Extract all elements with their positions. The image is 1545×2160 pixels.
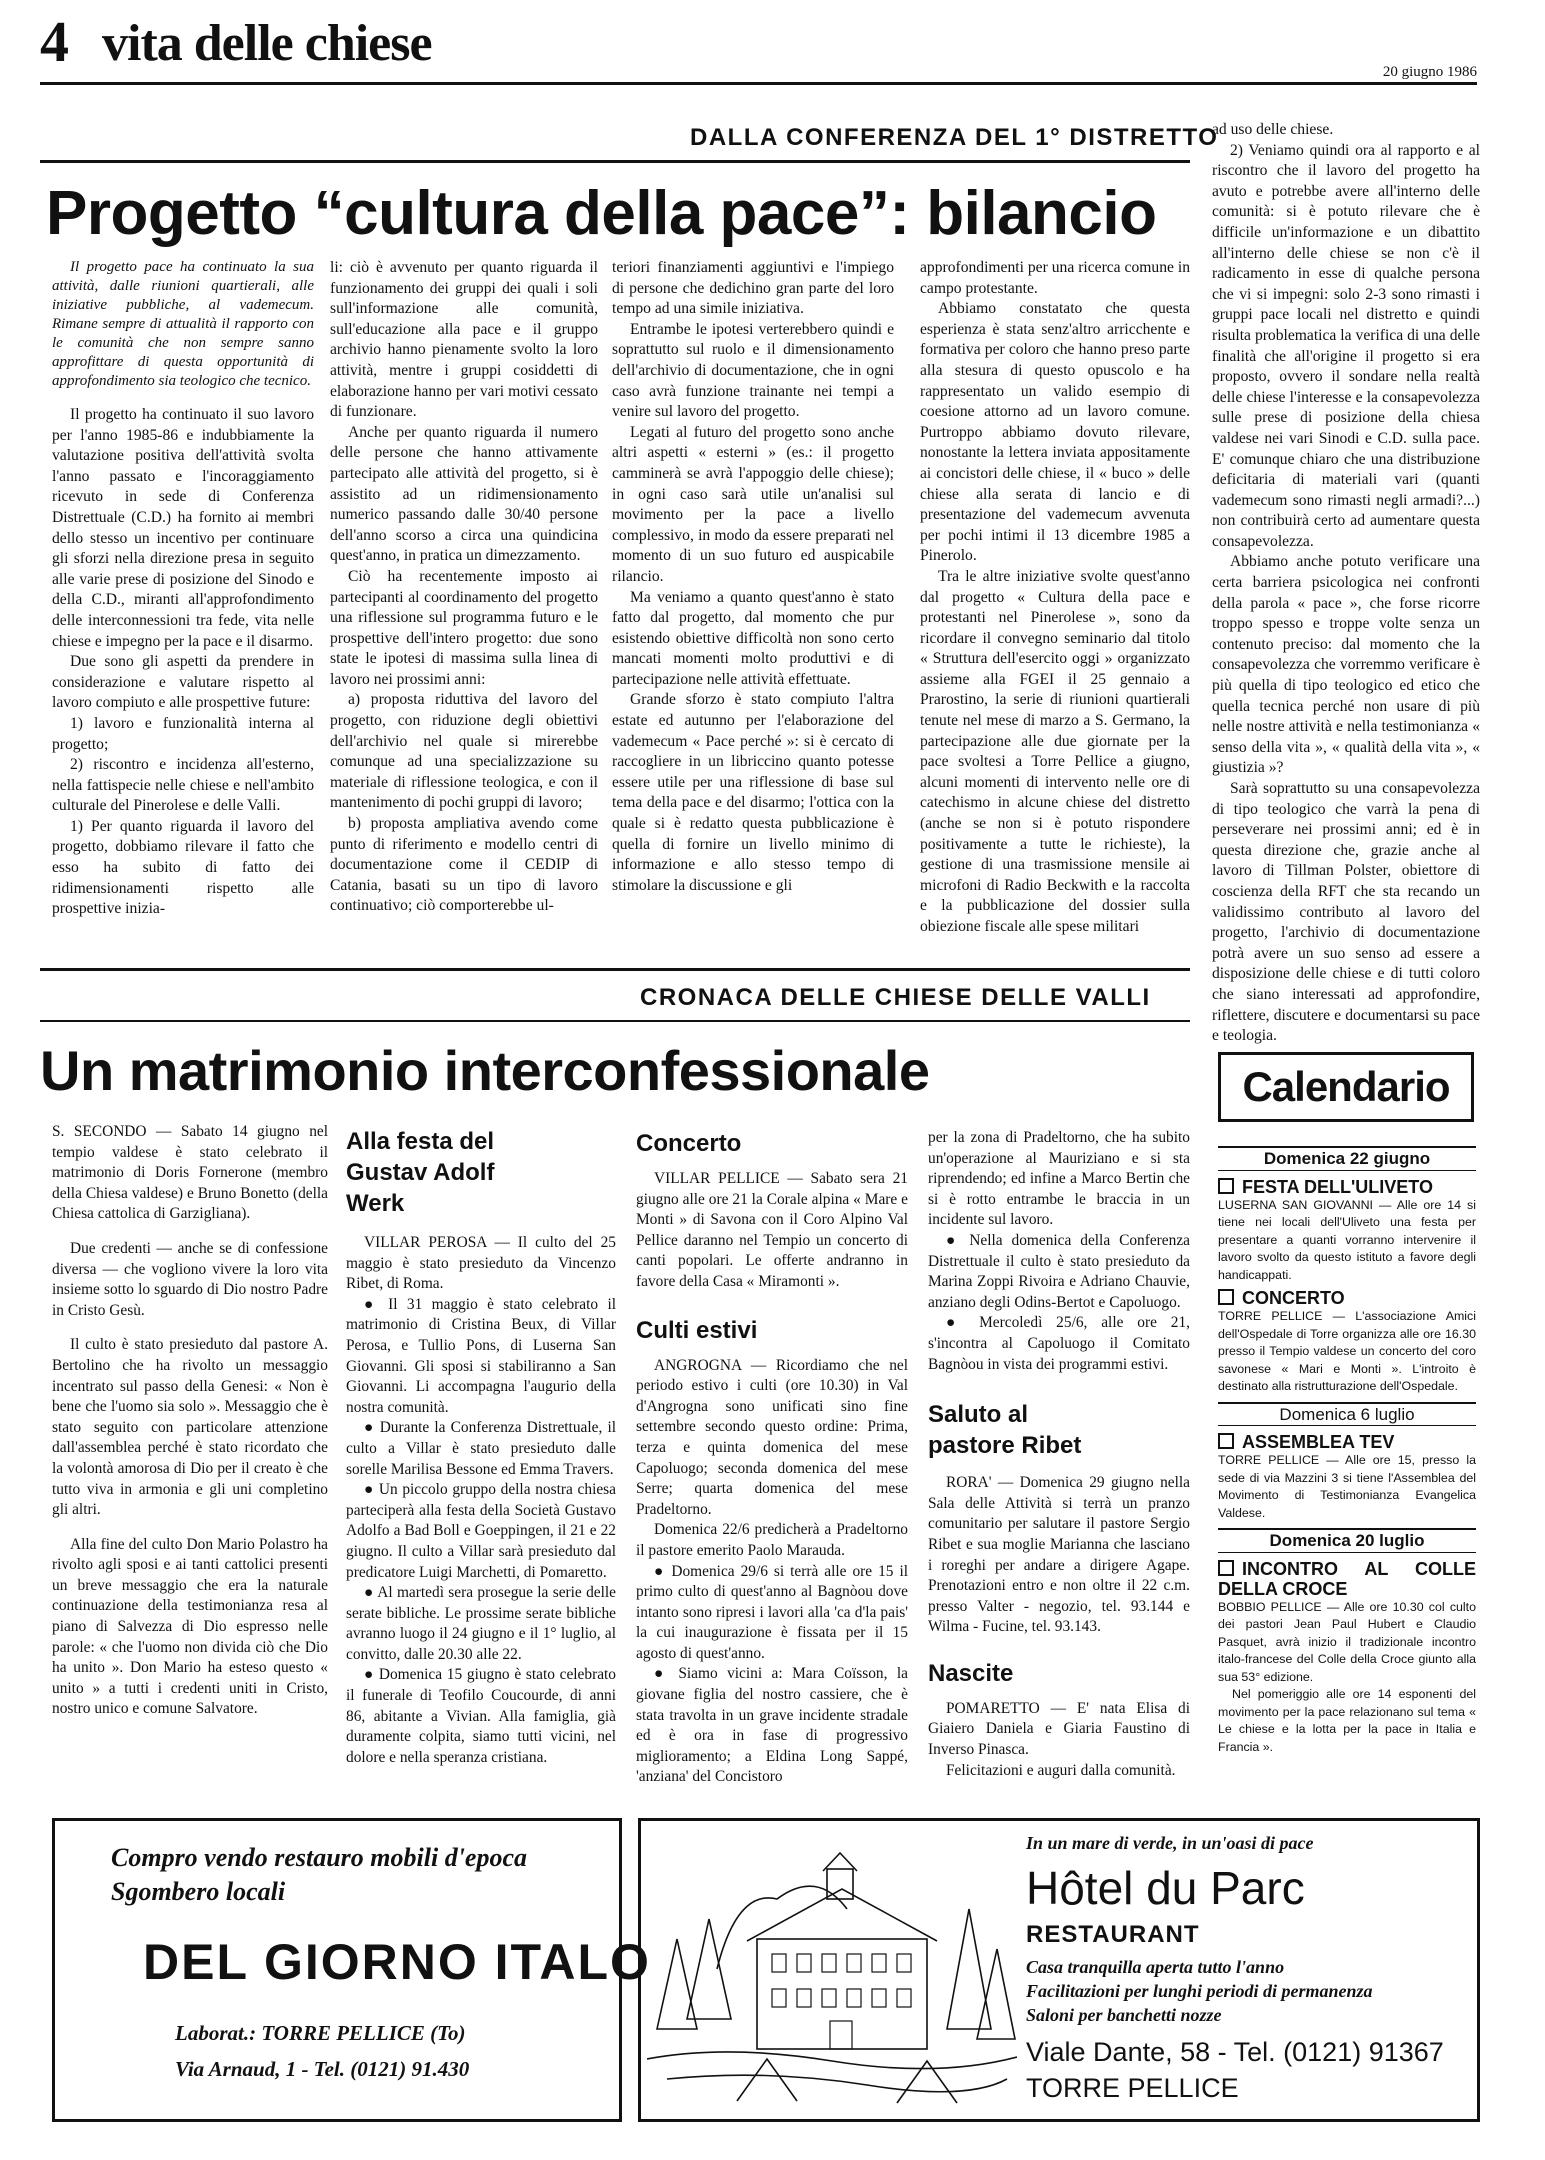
calendar-date: Domenica 22 giugno	[1218, 1146, 1476, 1171]
article1-column-1	[52, 258, 314, 920]
ad-address: Via Arnaud, 1 - Tel. (0121) 91.430	[175, 2057, 470, 2081]
section-title: vita delle chiese	[102, 15, 432, 72]
paragraph: Il progetto ha continuato il suo lavoro per l'anno 1985-86 e indubbiamente la valutazione positiva dell'attività svolta l'anno passato e l'incoraggiamento ricevuto in sede di Conferenza Distrettuale (C.D.) ha fornito ai membri dello stesso un incentivo per continuare gli sforzi nella direzione presa in seguito alle varie prese di posizione del Sinodo e della C.D., miranti all'approfondimento delle interconnessioni tra fede, vita nelle chiese e impegno per la pace e il disarmo.	[52, 406, 314, 650]
paragraph: Grande sforzo è stato compiuto l'altra estate ed autunno per l'elaborazione del vademecum « Pace perché »: si è cercato di raccogliere in un libriccino quanto potesse essere utile per una riflessione di base sul tema della pace e del disarmo; l'ottica con la quale si è redatto questa pubblicazione è quella di fornire un livello minimo di informazione e allo stesso tempo di stimolare la discussione e gli	[612, 691, 894, 894]
ad-tagline: In un mare di verde, in un'oasi di pace	[1026, 1833, 1314, 1853]
paragraph: ● Domenica 29/6 si terrà alle ore 15 il primo culto di quest'anno al Bagnòou dove intanto sono ripresi i lavori alla 'ca d'la pais' la cui inaugurazione è fissata per il 15 agosto di quest'anno.	[636, 1562, 908, 1662]
paragraph: ANGROGNA — Ricordiamo che nel periodo estivo i culti (ore 10.30) in Val d'Angrogna sono unificati sino fine settembre secondo questo ordine: Prima, terza e quinta domenica del mese Capoluogo; seconda domenica del mese Serre; quarta domenica del mese Pradeltorno.	[636, 1356, 908, 1518]
paragraph: teriori finanziamenti aggiuntivi e l'impiego di persone che dedichino gran parte del loro tempo ad una simile iniziativa.	[612, 259, 894, 318]
article1-intro: Il progetto pace ha continuato la sua attività, dalle riunioni quartierali, alle iniziative pubbliche, al vademecum. Rimane sempre di attualità il rapporto con le comunità che non sempre sanno approfittare di questa opportunità di approfondimento sia teologico che tecnico.	[52, 259, 314, 389]
paragraph: Anche per quanto riguarda il numero delle persone che hanno attivamente partecipato alle attività del progetto, si è assistito ad un ridimensionamento numerico passando dalle 30/40 persone dell'anno scorso a circa una quindicina quest'anno, in pratica un dimezzamento.	[330, 423, 598, 565]
subheading: Culti estivi	[636, 1316, 758, 1344]
paragraph: ● Durante la Conferenza Distrettuale, il culto a Villar è stato presieduto dalle sorelle Marilisa Bessone ed Emma Travers.	[346, 1419, 616, 1478]
subheading: Alla festa del Gustav Adolf Werk	[346, 1128, 495, 1217]
article2-column-4	[928, 1128, 1190, 1781]
paragraph: a) proposta riduttiva del lavoro del progetto, con riduzione degli obiettivi dell'archivio nel quale si mirerebbe comunque ad una specializzazione su materiale di riflessione teologica, e con il mantenimento di pochi gruppi di lavoro;	[330, 691, 598, 812]
advertisement-hotel	[638, 1818, 1480, 2122]
calendar-event-title: ASSEMBLEA TEV	[1218, 1432, 1476, 1452]
article1-kicker: DALLA CONFERENZA DEL 1° DISTRETTO	[690, 124, 1219, 151]
article1-top-rule	[40, 160, 1190, 163]
paragraph: Ciò ha recentemente imposto ai partecipanti al coordinamento del progetto una riflessione sul programma futuro e le prospettive dell'intero progetto: due sono state le ipotesi di massima sulla linea di lavoro nei prossimi anni:	[330, 567, 598, 688]
ad-line: Sgombero locali	[111, 1877, 286, 1906]
subheading: Concerto	[636, 1130, 742, 1157]
article1-title: Progetto “cultura della pace”: bilancio	[46, 179, 1157, 248]
paragraph: Entrambe le ipotesi verterebbero quindi e soprattutto sul ruolo e il dimensionamento dell'archivio di documentazione, che in ogni caso avrà funzione trainante nei tempi a venire sul lavoro del progetto.	[612, 320, 894, 421]
article2-title: Un matrimonio interconfessionale	[40, 1039, 930, 1102]
paragraph: ● Nella domenica della Conferenza Distrettuale il culto è stato presieduto da Marina Zoppi Rivoira e Adriano Chauvie, anziano degli Odins-Bertot e Capoluogo.	[928, 1231, 1190, 1311]
paragraph: b) proposta ampliativa avendo come punto di riferimento e modello centri di documentazione come il CEDIP di Catania, basati su un tipo di lavoro continuativo; ciò comporterebbe ul-	[330, 815, 598, 915]
article2-top-rule	[40, 968, 1190, 971]
ad-hotel-name: Hôtel du Parc	[1026, 1862, 1305, 1914]
ad-address: Laborat.: TORRE PELLICE (To)	[175, 2021, 466, 2045]
calendar-event-text: LUSERNA SAN GIOVANNI — Alle ore 14 si tiene nei locali dell'Uliveto una festa per presentare a quanti vorranno intervenire il lavoro svolto da questo istituto a favore degli handicappati.	[1218, 1197, 1476, 1282]
paragraph: Domenica 22/6 predicherà a Pradeltorno il pastore emerito Paolo Marauda.	[636, 1521, 908, 1559]
calendar-title: Calendario	[1242, 1063, 1450, 1110]
advertisement-antiques	[52, 1818, 651, 2122]
paragraph: 2) Veniamo quindi ora al rapporto e al riscontro che il lavoro del progetto ha avuto e potrebbe avere all'interno delle comunità: si è potuto rilevare che è difficile un'informazione e un dibattito all'interno delle chiese se non c'è il radicamento in esse di qualche persona che vi si impegni: solo 2-3 sono rimasti i gruppi pace locali nel distretto e quindi risulta problematica la verifica di una delle finalità che all'origine il progetto si era proposto, ovvero il sondare nella realtà delle chiese l'interesse e la consapevolezza sulle prese di posizione della chiesa valdese nei vari Sinodi e C.D. sulla pace. E' comunque chiaro che una distribuzione deficitaria di materiali vari (quanti vademecum sono rimasti negli armadi?...) non contribuirà certo ad aumentare questa consapevolezza.	[1212, 141, 1480, 550]
paragraph: per la zona di Pradeltorno, che ha subito un'operazione al Mauriziano e si sta riprendendo; ed infine a Marco Bertin che si è rotto entrambe le braccia in un incidente sul lavoro.	[928, 1129, 1190, 1229]
paragraph: ● Al martedì sera prosegue la serie delle serate bibliche. Le prossime serate bibliche avranno luogo il 24 giugno e il 1° luglio, al convitto, dalle 20.30 alle 22.	[346, 1584, 616, 1663]
paragraph: ● Domenica 15 giugno è stato celebrato il funerale di Teofilo Coucourde, di anni 86, abitante a Vivian. Alla famiglia, già duramente colpita, siamo tutti vicini, nel dolore e nella speranza cristiana.	[346, 1666, 616, 1766]
paragraph: Due sono gli aspetti da prendere in considerazione e valutare rispetto al lavoro compiuto e alle prospettive future:	[52, 653, 314, 712]
calendar-event-text: BOBBIO PELLICE — Alle ore 10.30 col culto dei pastori Jean Paul Hubert e Claudio Pasquet, avrà inizio il tradizionale incontro italo-francese del Colle della Croce giunto alla sua 53° edizione.	[1218, 1599, 1476, 1684]
calendar-event-text: TORRE PELLICE — Alle ore 15, presso la sede di via Mazzini 3 si tiene l'Assemblea del Movimento di Testimonianza Evangelica Valdese.	[1218, 1453, 1476, 1520]
ad-address: Viale Dante, 58 - Tel. (0121) 91367	[1026, 2037, 1444, 2067]
ad-restaurant: RESTAURANT	[1026, 1921, 1200, 1948]
paragraph: Due credenti — anche se di confessione diversa — che vogliono vivere la loro vita insieme sotto lo sguardo di Dio nostro Padre in Cristo Gesù.	[52, 1239, 328, 1319]
paragraph: 1) lavoro e funzionalità interna al progetto;	[52, 714, 314, 753]
paragraph: VILLAR PEROSA — Il culto del 25 maggio è stato presieduto da Vincenzo Ribet, di Roma.	[346, 1234, 616, 1293]
hotel-illustration	[647, 1829, 1017, 2113]
paragraph: S. SECONDO — Sabato 14 giugno nel tempio valdese è stato celebrato il matrimonio di Doris Fornerone (membro della Chiesa valdese) e Bruno Bonetto (della Chiesa cattolica di Garzigliana).	[52, 1123, 328, 1223]
paragraph: RORA' — Domenica 29 giugno nella Sala delle Attività si terrà un pranzo comunitario per salutare il pastore Sergio Ribet e sua moglie Marianna che lasciano i roreghi per andare a dirigere Agape. Prenotazioni entro e non oltre il 22 c.m. presso Valter - negozio, tel. 93.144 e Wilma - Fucine, tel. 93.143.	[928, 1474, 1190, 1636]
article1-column-4	[920, 258, 1190, 938]
calendar-event-title: INCONTRO AL COLLE DELLA CROCE	[1218, 1558, 1476, 1599]
paragraph: Ma veniamo a quanto quest'anno è stato fatto dal progetto, dal momento che pur esistendo obiettive difficoltà non sono certo mancati momenti molto produttivi e di partecipazione nelle attività effettuate.	[612, 588, 894, 688]
article1-column-2	[330, 258, 598, 917]
ad-line: Compro vendo restauro mobili d'epoca	[111, 1843, 527, 1872]
article2-column-1	[52, 1122, 328, 1720]
calendar-event-text: Nel pomeriggio alle ore 14 esponenti del movimento per la pace relazionano sul tema « Le chiese e la lotta per la pace in Italia e Francia ».	[1218, 1687, 1476, 1754]
calendar-title-box	[1218, 1052, 1474, 1122]
paragraph: 2) riscontro e incidenza all'esterno, nella fattispecie nelle chiese e nell'ambito culturale del Pinerolese e delle Valli.	[52, 756, 314, 815]
paragraph: Alla fine del culto Don Mario Polastro ha rivolto agli sposi e ai tanti cattolici presenti un breve messaggio che era la naturale continuazione della testimonianza resa al piano di Salvezza di Dio espresso nelle parole: « che l'uomo non divida ciò che Dio ha unito ». Don Mario ha esteso questo « unito » a tutti i credenti uniti in Cristo, nostro unico e comune Salvatore.	[52, 1535, 328, 1718]
issue-date: 20 giugno 1986	[1382, 64, 1477, 80]
ad-description: Casa tranquilla aperta tutto l'anno	[1026, 1957, 1285, 1977]
calendar-event-title: FESTA DELL'ULIVETO	[1218, 1177, 1476, 1197]
calendar-date: Domenica 6 luglio	[1218, 1402, 1476, 1427]
paragraph: ● Mercoledì 25/6, alle ore 21, s'incontra al Capoluogo il Comitato Bagnòou in vista dei programmi estivi.	[928, 1314, 1190, 1373]
checkbox-icon	[1218, 1289, 1234, 1305]
paragraph: Sarà soprattutto su una consapevolezza di tipo teologico che varrà la pena di perseverare nei prossimi anni; ed è in questa direzione che, grazie anche al lavoro di Tillman Polster, obiettore di coscienza della RFT che sta recando un validissimo contributo al lavoro del progetto, l'archivio di documentazione potrà avere un suo senso ad essere a disposizione delle chiese e di tutti coloro che siano interessati ad approfondire, riflettere, discutere e documentarsi su pace e teologia.	[1212, 780, 1480, 1045]
paragraph: Abbiamo anche potuto verificare una certa barriera psicologica nei confronti della parola « pace », che forse ricorre troppo spesso e troppe volte senza un contenuto preciso: dal momento che la consapevolezza che vorremmo verificare è più quella di tipo teologico ed etico che quella tecnica perché non usare di più nelle nostre attività e nella testimonianza « senso della vita », « qualità della vita », « giustizia »?	[1212, 553, 1480, 777]
checkbox-icon	[1218, 1178, 1234, 1194]
paragraph: Il culto è stato presieduto dal pastore A. Bertolino che ha rivolto un messaggio incentrato sul passo della Genesi: « Non è bene che l'uomo sia solo ». Messaggio che è stato seguito con particolare attenzione dall'assemblea perché è stato ricordato che la volontà amorosa di Dio per il creato è che tutto viva in armonia e gli uni completino gli altri.	[52, 1336, 328, 1519]
ad-city: TORRE PELLICE	[1026, 2073, 1239, 2103]
paragraph: 1) Per quanto riguarda il lavoro del progetto, dobbiamo rilevare il fatto che esso ha subito di fatto dei ridimensionamenti rispetto alle prospettive inizia-	[52, 817, 314, 918]
paragraph: li: ciò è avvenuto per quanto riguarda il funzionamento dei gruppi dei quali i soli sull'informazione alle comunità, sull'educazione alla pace e il gruppo archivio hanno pienamente svolto la loro attività, mentre i gruppi cosiddetti di elaborazione hanno per vari motivi cessato di funzionare.	[330, 259, 598, 421]
paragraph: ad uso delle chiese.	[1212, 121, 1334, 138]
page-number: 4	[40, 9, 69, 74]
ad-business-name: DEL GIORNO ITALO	[143, 1934, 651, 1990]
paragraph: Felicitazioni e auguri dalla comunità.	[946, 1761, 1176, 1779]
paragraph: Abbiamo constatato che questa esperienza è stata senz'altro arricchente e formativa per coloro che hanno preso parte alla stesura di questo opuscolo e ha rappresentato un valido esempio di coesione attorno ad un lavoro comune. Purtroppo abbiamo dovuto rilevare, nonostante la lettera inviata appositamente ai concistori delle chiese, il « buco » delle chiese alla serata di lancio e di presentazione del vademecum avvenuta per pochi intimi il 13 dicembre 1985 a Pinerolo.	[920, 300, 1190, 565]
paragraph: VILLAR PELLICE — Sabato sera 21 giugno alle ore 21 la Corale alpina « Mare e Monti » di Savona con il Coro Alpino Val Pellice daranno nel Tempio un concerto di canti popolari. Le offerte andranno in favore della Casa « Miramonti ».	[636, 1170, 908, 1290]
article1-column-3	[612, 258, 894, 896]
paragraph: ● Siamo vicini a: Mara Coïsson, la giovane figlia del nostro cassiere, che è stata travolta in un grave incidente stradale ed è ora in fase di progressivo miglioramento; a Eldina Long Sappé, 'anziana' del Concistoro	[636, 1665, 908, 1786]
ad-description: Saloni per banchetti nozze	[1026, 2005, 1222, 2025]
paragraph: POMARETTO — E' nata Elisa di Giaiero Daniela e Giaria Faustino di Inverso Pinasca.	[928, 1699, 1190, 1759]
paragraph: approfondimenti per una ricerca comune in campo protestante.	[920, 259, 1190, 297]
checkbox-icon	[1218, 1560, 1234, 1576]
calendar-event-text: TORRE PELLICE — L'associazione Amici dell'Ospedale di Torre organizza alle ore 16.30 presso il Tempio valdese un concerto del coro savonese « Mari e Monti ». L'introito è destinato alla ristrutturazione dell'Ospedale.	[1218, 1309, 1476, 1393]
calendar-event-title: CONCERTO	[1218, 1288, 1476, 1308]
article2-kicker-rule	[40, 1020, 1190, 1022]
paragraph: ● Il 31 maggio è stato celebrato il matrimonio di Cristina Beux, di Villar Perosa, e Tullio Pons, di Luserna San Giovanni. Gli sposi si stabiliranno a San Giovanni. Li accompagna l'augurio della nostra comunità.	[346, 1295, 616, 1416]
ad-description: Facilitazioni per lunghi periodi di permanenza	[1026, 1981, 1373, 2001]
subheading: Saluto al pastore Ribet	[928, 1401, 1082, 1460]
calendar	[1218, 1140, 1476, 1756]
article2-column-3	[636, 1128, 908, 1788]
subheading: Nascite	[928, 1659, 1014, 1687]
article2-column-2	[346, 1126, 616, 1768]
checkbox-icon	[1218, 1433, 1234, 1449]
article2-kicker: CRONACA DELLE CHIESE DELLE VALLI	[640, 984, 1151, 1011]
calendar-date: Domenica 20 luglio	[1218, 1528, 1476, 1553]
paragraph: ● Un piccolo gruppo della nostra chiesa parteciperà alla festa della Società Gustavo Adolfo a Bad Boll e Goeppingen, il 21 e 22 giugno. Il culto a Villar sarà presieduto dal predicatore Luigi Marchetti, di Pomaretto.	[346, 1481, 616, 1581]
masthead-rule	[40, 82, 1477, 85]
article1-column-5	[1212, 120, 1480, 1047]
paragraph: Legati al futuro del progetto sono anche altri aspetti « esterni » (es.: il progetto camminerà se avrà l'appoggio delle chiese); in ogni caso sarà utile un'analisi sul movimento per la pace a livello complessivo, in modo da essere preparati nel momento di un suo futuro ed auspicabile rilancio.	[612, 423, 894, 585]
paragraph: Tra le altre iniziative svolte quest'anno dal progetto « Cultura della pace e protestanti nel Pinerolese », sono da ricordare il convegno seminario dal titolo « Struttura dell'esercito oggi » organizzato assieme alla FGEI il 25 gennaio a Prarostino, la serie di riunioni quartierali tenute nel mese di marzo a S. Germano, la partecipazione alle due giornate per la pace svoltesi a Torre Pellice a giugno, alcuni momenti di intervento nelle ore di catechismo in alcune chiese del distretto (anche se non si è potuto rispondere positivamente a tutte le richieste), la gestione di una trasmissione mensile ai microfoni di Radio Beckwith e la raccolta e la pubblicazione del dossier sulla obiezione fiscale alle spese militari	[920, 567, 1190, 935]
